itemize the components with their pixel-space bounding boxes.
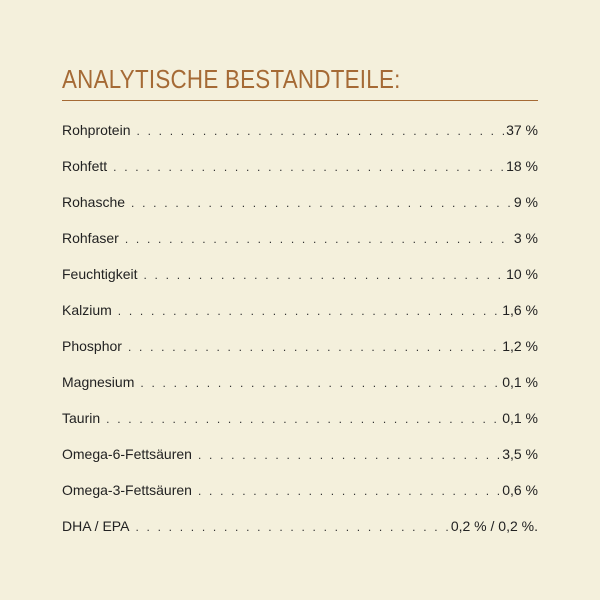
nutrient-value: 0,1 % bbox=[502, 410, 538, 426]
nutrient-row-omega-6 bbox=[62, 445, 538, 481]
dot-leader bbox=[125, 230, 512, 248]
dot-leader bbox=[128, 338, 500, 356]
nutrient-label: Rohasche bbox=[62, 194, 126, 210]
dot-leader bbox=[143, 266, 504, 284]
dot-leader bbox=[135, 518, 448, 536]
nutrient-value: 10 % bbox=[506, 266, 538, 282]
nutrient-list bbox=[62, 121, 538, 553]
nutrient-row-rohfaser bbox=[62, 229, 538, 265]
nutrient-label: Omega-6-Fettsäuren bbox=[62, 446, 192, 462]
nutrient-label: Rohprotein bbox=[62, 122, 131, 138]
nutrient-row-rohprotein bbox=[62, 121, 538, 157]
heading-divider bbox=[62, 100, 538, 101]
nutrient-label: Omega-3-Fettsäuren bbox=[62, 482, 192, 498]
nutrient-value: 0,6 % bbox=[502, 482, 538, 498]
nutrient-label: Taurin bbox=[62, 410, 101, 426]
nutrient-value: 0,1 % bbox=[502, 374, 538, 390]
nutrient-row-taurin bbox=[62, 409, 538, 445]
nutrient-label: Kalzium bbox=[62, 302, 112, 318]
dot-leader bbox=[131, 194, 512, 212]
dot-leader bbox=[140, 374, 500, 392]
nutrient-row-kalzium bbox=[62, 301, 538, 337]
nutrient-value: 3 % bbox=[513, 230, 538, 246]
nutrient-row-magnesium bbox=[62, 373, 538, 409]
nutrient-row-rohasche bbox=[62, 193, 538, 229]
analysis-panel bbox=[62, 62, 538, 553]
dot-leader bbox=[113, 158, 504, 176]
nutrient-label: Phosphor bbox=[62, 338, 122, 354]
dot-leader bbox=[198, 482, 500, 500]
nutrient-row-omega-3 bbox=[62, 481, 538, 517]
nutrient-label: DHA / EPA bbox=[62, 518, 130, 534]
nutrient-row-phosphor bbox=[62, 337, 538, 373]
nutrient-label: Rohfaser bbox=[62, 230, 119, 246]
nutrient-value: 37 % bbox=[506, 122, 538, 138]
dot-leader bbox=[106, 410, 500, 428]
nutrient-value: 0,2 % / 0,2 %. bbox=[450, 518, 538, 534]
dot-leader bbox=[118, 302, 500, 320]
nutrient-row-rohfett bbox=[62, 157, 538, 193]
nutrient-value: 1,6 % bbox=[502, 302, 538, 318]
nutrient-value: 18 % bbox=[506, 158, 538, 174]
nutrient-label: Feuchtigkeit bbox=[62, 266, 138, 282]
nutrient-label: Magnesium bbox=[62, 374, 135, 390]
nutrient-label: Rohfett bbox=[62, 158, 108, 174]
section-heading: ANALYTISCHE BESTANDTEILE: bbox=[62, 64, 401, 94]
nutrient-row-feuchtigkeit bbox=[62, 265, 538, 301]
dot-leader bbox=[198, 446, 500, 464]
dot-leader bbox=[137, 122, 505, 140]
nutrient-value: 9 % bbox=[513, 194, 538, 210]
nutrient-row-dha-epa bbox=[62, 517, 538, 553]
nutrient-value: 1,2 % bbox=[502, 338, 538, 354]
nutrient-value: 3,5 % bbox=[502, 446, 538, 462]
